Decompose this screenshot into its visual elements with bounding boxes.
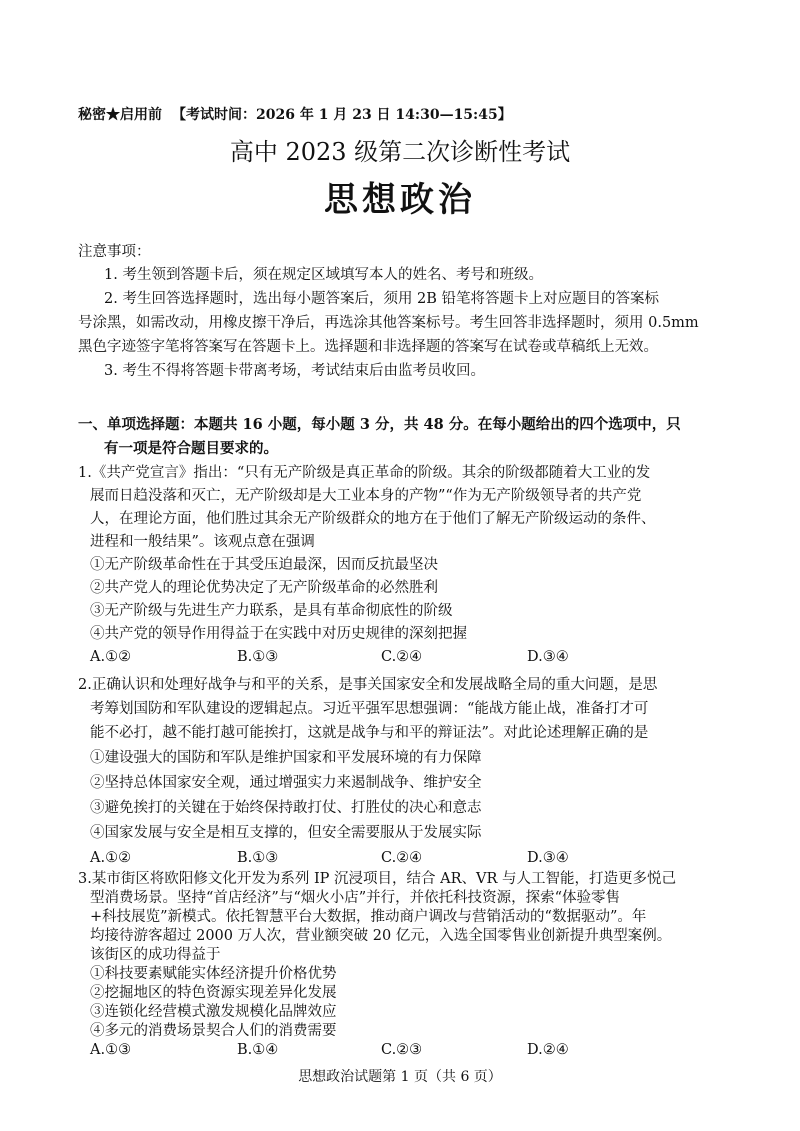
notice-line: 黑色字迹签字笔将答案写在答题卡上。选择题和非选择题的答案写在试卷或草稿纸上无效。 — [78, 339, 658, 355]
q1-statement: ④共产党的领导作用得益于在实践中对历史规律的深刻把握 — [90, 626, 467, 642]
notice-heading: 注意事项： — [78, 244, 151, 260]
q1-option-b: B.①③ — [237, 649, 279, 665]
q2-statement: ③避免挨打的关键在于始终保持敢打仗、打胜仗的决心和意志 — [90, 800, 482, 816]
q3-statement: ②挖掘地区的特色资源实现差异化发展 — [90, 985, 337, 1001]
q1-stem-line: 进程和一般结果”。该观点意在强调 — [90, 534, 315, 550]
q3-statement: ①科技要素赋能实体经济提升价格优势 — [90, 966, 337, 982]
notice-line: 号涂黑，如需改动，用橡皮擦干净后，再选涂其他答案标号。考生回答非选择题时，须用 0.5mm — [78, 315, 699, 331]
q1-option-d: D.③④ — [527, 649, 569, 665]
notice-line: 1. 考生领到答题卡后，须在规定区域填写本人的姓名、考号和班级。 — [104, 267, 543, 283]
q3-stem-line: 3.某市街区将欧阳修文化开发为系列 IP 沉浸项目，结合 AR、VR 与人工智能，打造更多悦己 — [78, 871, 677, 887]
q2-statement: ①建设强大的国防和军队是维护国家和平发展环境的有力保障 — [90, 750, 482, 766]
notice-line: 3. 考生不得将答题卡带离考场，考试结束后由监考员收回。 — [104, 363, 485, 379]
q2-option-a: A.①② — [90, 850, 132, 866]
q2-statement: ④国家发展与安全是相互支撑的，但安全需要服从于发展实际 — [90, 825, 482, 841]
exam-header — [78, 104, 512, 124]
q2-option-b: B.①③ — [237, 850, 279, 866]
q1-option-a: A.①② — [90, 649, 132, 665]
section-heading: 一、单项选择题：本题共 16 小题，每小题 3 分，共 48 分。在每小题给出的四个选项中，只 — [78, 416, 681, 433]
q1-statement: ①无产阶级革命性在于其受压迫最深，因而反抗最坚决 — [90, 557, 438, 573]
q2-option-c: C.②④ — [381, 850, 423, 866]
q1-option-c: C.②④ — [381, 649, 423, 665]
subject-title: 思想政治 — [324, 180, 476, 220]
q3-stem-line: 该街区的成功得益于 — [90, 947, 221, 963]
q3-stem-line: +科技展览”新模式。依托智慧平台大数据，推动商户调改与营销活动的“数据驱动”。年 — [90, 909, 647, 925]
q3-statement: ④多元的消费场景契合人们的消费需要 — [90, 1023, 337, 1039]
exam-title: 高中 2023 级第二次诊断性考试 — [229, 138, 571, 166]
q1-statement: ③无产阶级与先进生产力联系，是具有革命彻底性的阶级 — [90, 603, 453, 619]
q3-stem-line: 型消费场景。坚持“首店经济”与“烟火小店”并行，并依托科技资源，探索“体验零售 — [90, 890, 621, 906]
q1-stem-line: 人，在理论方面，他们胜过其余无产阶级群众的地方在于他们了解无产阶级运动的条件、 — [90, 511, 656, 527]
q1-stem-line: 1.《共产党宣言》指出：“只有无产阶级是真正革命的阶级。其余的阶级都随着大工业的发 — [78, 465, 651, 481]
section-heading-cont: 有一项是符合题目要求的。 — [104, 440, 278, 457]
notice-line: 2. 考生回答选择题时，选出每小题答案后，须用 2B 铅笔将答题卡上对应题目的答案标 — [104, 291, 660, 307]
page-footer: 思想政治试题第 1 页（共 6 页） — [298, 1069, 502, 1085]
q3-option-c: C.②③ — [381, 1042, 423, 1058]
q2-statement: ②坚持总体国家安全观，通过增强实力来遏制战争、维护安全 — [90, 775, 482, 791]
secret-label: 秘密★启用前 — [78, 107, 162, 123]
q2-option-d: D.③④ — [527, 850, 569, 866]
q2-stem-line: 能不必打，越不能打越可能挨打，这就是战争与和平的辩证法”。对此论述理解正确的是 — [90, 725, 649, 741]
q1-stem-line: 展而日趋没落和灭亡，无产阶级却是大工业本身的产物”“作为无产阶级领导者的共产党 — [90, 488, 642, 504]
q3-stem-line: 均接待游客超过 2000 万人次，营业额突破 20 亿元，入选全国零售业创新提升典型案例。 — [90, 928, 672, 944]
q3-statement: ③连锁化经营模式激发规模化品牌效应 — [90, 1004, 337, 1020]
exam-time: 【考试时间：2026 年 1 月 23 日 14:30—15:45】 — [172, 107, 512, 123]
q2-stem-line: 考筹划国防和军队建设的逻辑起点。习近平强军思想强调：“能战方能止战，准备打才可 — [90, 701, 649, 717]
q3-option-a: A.①③ — [90, 1042, 132, 1058]
q1-statement: ②共产党人的理论优势决定了无产阶级革命的必然胜利 — [90, 580, 438, 596]
q2-stem-line: 2.正确认识和处理好战争与和平的关系，是事关国家安全和发展战略全局的重大问题，是思 — [78, 677, 658, 693]
q3-option-d: D.②④ — [527, 1042, 569, 1058]
q3-option-b: B.①④ — [237, 1042, 279, 1058]
